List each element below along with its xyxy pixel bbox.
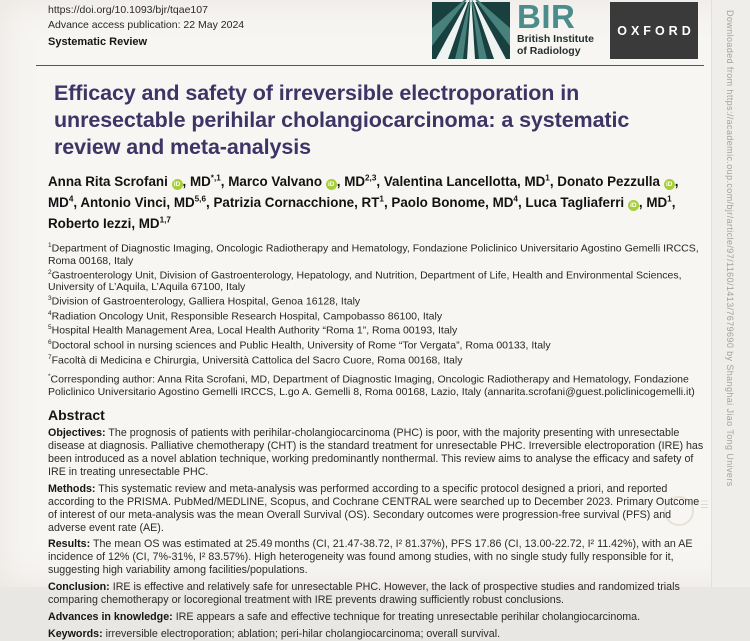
abstract-section: Results: The mean OS was estimated at 25.49 months (CI, 21.47-38.72, I² 81.37%), PFS 17.86 (CI, 13.00-22.72, I² 11.42%), with an AE incidence of 12% (CI, 7%-31%, I² 83.57%). High heterogeneity was found among studies, with no single study fully responsible for it, suggesting high variability among facilities/populations. — [48, 538, 693, 577]
watermark-mark: ☰ — [700, 500, 709, 511]
abstract-section-label: Conclusion: — [48, 581, 110, 594]
affiliation-item: $^7$Facoltà di Medicina e Chirurgia, Università Cattolica del Sacro Cuore, Roma 00168, Italy — [48, 353, 463, 367]
doi-link[interactable]: https://doi.org/10.1093/bjr/tqae107 — [48, 4, 208, 16]
author: Antonio Vinci, MD$^{5,6}$, — [80, 194, 214, 211]
abstract-section-label: Methods: — [48, 482, 96, 495]
abstract-heading: Abstract — [48, 407, 105, 424]
side-strip — [711, 0, 750, 587]
bir-emblem-icon — [432, 2, 510, 59]
bir-subtitle-line1: British Institute — [516, 33, 594, 45]
author: Anna Rita Scrofani iD , $MD^{*,1}$, — [48, 174, 229, 190]
abstract-section: Advances in knowledge: IRE appears a safe and effective technique for treating unresectable perihilar cholangiocarcinoma. — [48, 610, 641, 623]
abstract-section-label: Keywords: — [48, 627, 103, 640]
abstract-section-label: Advances in knowledge: — [48, 610, 173, 623]
author: Donato Pezzulla iD , $MD^4$, — [48, 174, 679, 211]
bir-subtitle-line2: of Radiology — [516, 44, 581, 57]
orcid-icon[interactable]: iD — [628, 200, 639, 211]
oxford-logo[interactable]: OXFORD — [610, 2, 698, 59]
affiliation-item: $^4$Radiation Oncology Unit, Responsible Research Hospital, Campobasso 86100, Italy — [48, 309, 443, 323]
title-line: unresectable perihilar cholangiocarcinoma: a systematic — [54, 108, 630, 132]
authors-line — [48, 170, 706, 233]
author: Roberto Iezzi, MD$^{1,7}$ — [48, 215, 171, 232]
advance-access-date: Advance access publication: 22 May 2024 — [48, 19, 245, 31]
bir-wordmark — [517, 2, 594, 57]
author: Patrizia Cornacchione, $RT^1$, — [213, 194, 392, 211]
author: Valentina Lancellotta, $MD^1$, — [383, 174, 558, 190]
abstract-section: Conclusion: IRE is effective and relatively safe for unresectable PHC. However, the lack of prospective studies and randomized trials comparing chemotherapy or locoregional treatment with IRE prevents drawing sufficiently robust conclusions. — [48, 581, 680, 607]
author: Luca Tagliaferri iD , $MD^1$, — [525, 194, 676, 211]
affiliation-item: $^1$Department of Diagnostic Imaging, Oncologic Radiotherapy and Hematology, Fondazione Policlinico Universitario Agostino Gemelli IRCCS, Roma 00168, Italy — [48, 241, 699, 267]
bir-logo[interactable] — [432, 2, 594, 59]
page-header — [48, 2, 706, 59]
abstract-section: Objectives: The prognosis of patients with perihilar-cholangiocarcinoma (PHC) is poor, with the majority presenting with unresectable disease at diagnosis. Palliative chemotherapy (CHT) is the standard treatment for unresectable PHC. Irreversible electroporation (IRE) has been introduced as a novel ablation technique, working predominantly nonthermal. This review aims to analyse the efficacy and safety of IRE in treating unresectable PHC. — [48, 427, 704, 478]
affiliation-item: $^5$Hospital Health Management Area, Local Health Authority “Roma 1”, Roma 00193, Italy — [48, 324, 458, 337]
corresponding-note: *Corresponding author: Anna Rita Scrofani, MD, Department of Diagnostic Imaging, Oncologic Radiotherapy and Hematology, Fondazione Policlinico Universitario Agostino Gemelli IRCCS, L.go A. Gemelli 8, Roma 00168, Lazio, Italy (annarita.scrofani@guest.policlinicogemelli.it) — [48, 373, 695, 398]
orcid-icon[interactable]: iD — [664, 179, 675, 190]
header-divider — [36, 65, 704, 66]
author: Marco Valvano iD , MD$^{2,3}$, — [228, 174, 384, 190]
publisher-logos — [432, 2, 698, 59]
orcid-icon[interactable]: iD — [326, 179, 337, 190]
article-title — [54, 80, 706, 161]
bir-word: BIR — [516, 0, 576, 35]
header-meta — [48, 2, 244, 50]
download-note: Downloaded from https://academic.oup.com/bjr/article/97/1160/1413/7679690 by Shanghai Jiao Tong Univers — [725, 10, 735, 487]
affiliation-item: $^3$Division of Gastroenterology, Galliera Hospital, Genoa 16128, Italy — [48, 295, 361, 308]
title-line: review and meta-analysis — [54, 135, 311, 159]
article-type-label: Systematic Review — [48, 36, 148, 48]
author: Paolo Bonome, $MD^4$, — [391, 194, 526, 211]
affiliations — [48, 240, 706, 366]
title-line: Efficacy and safety of irreversible electroporation in — [54, 81, 580, 105]
orcid-icon[interactable]: iD — [172, 179, 183, 190]
abstract-section: Methods: This systematic review and meta-analysis was performed according to a specific protocol designed a priori, and reported according to the PRISMA. PubMed/MEDLINE, Scopus, and Cochrane CENTRAL were searched up to December 2023. Primary Outcome of interest of our meta-analysis was the mean Overall Survival (OS). Secondary outcomes were progression-free survival (PFS) and adverse event rate (AE). — [48, 482, 700, 534]
abstract-section-label: Results: — [48, 538, 91, 551]
abstract-body — [48, 427, 706, 641]
affiliation-item: $^2$Gastroenterology Unit, Division of Gastroenterology, Hepatology, and Nutrition, Department of Life, Health and Environmental Sciences, University of L’Aquila, L’Aquila 67100, Italy — [48, 268, 682, 294]
abstract-section: Keywords: irreversible electroporation; ablation; peri-hilar cholangiocarcinoma; overall survival. — [48, 627, 501, 640]
abstract-section-label: Objectives: — [48, 427, 106, 440]
watermark-stamp — [664, 496, 694, 526]
affiliation-item: $^6$Doctoral school in nursing sciences and Public Health, University of Rome “Tor Vergata”, Roma 00133, Italy — [48, 339, 551, 352]
